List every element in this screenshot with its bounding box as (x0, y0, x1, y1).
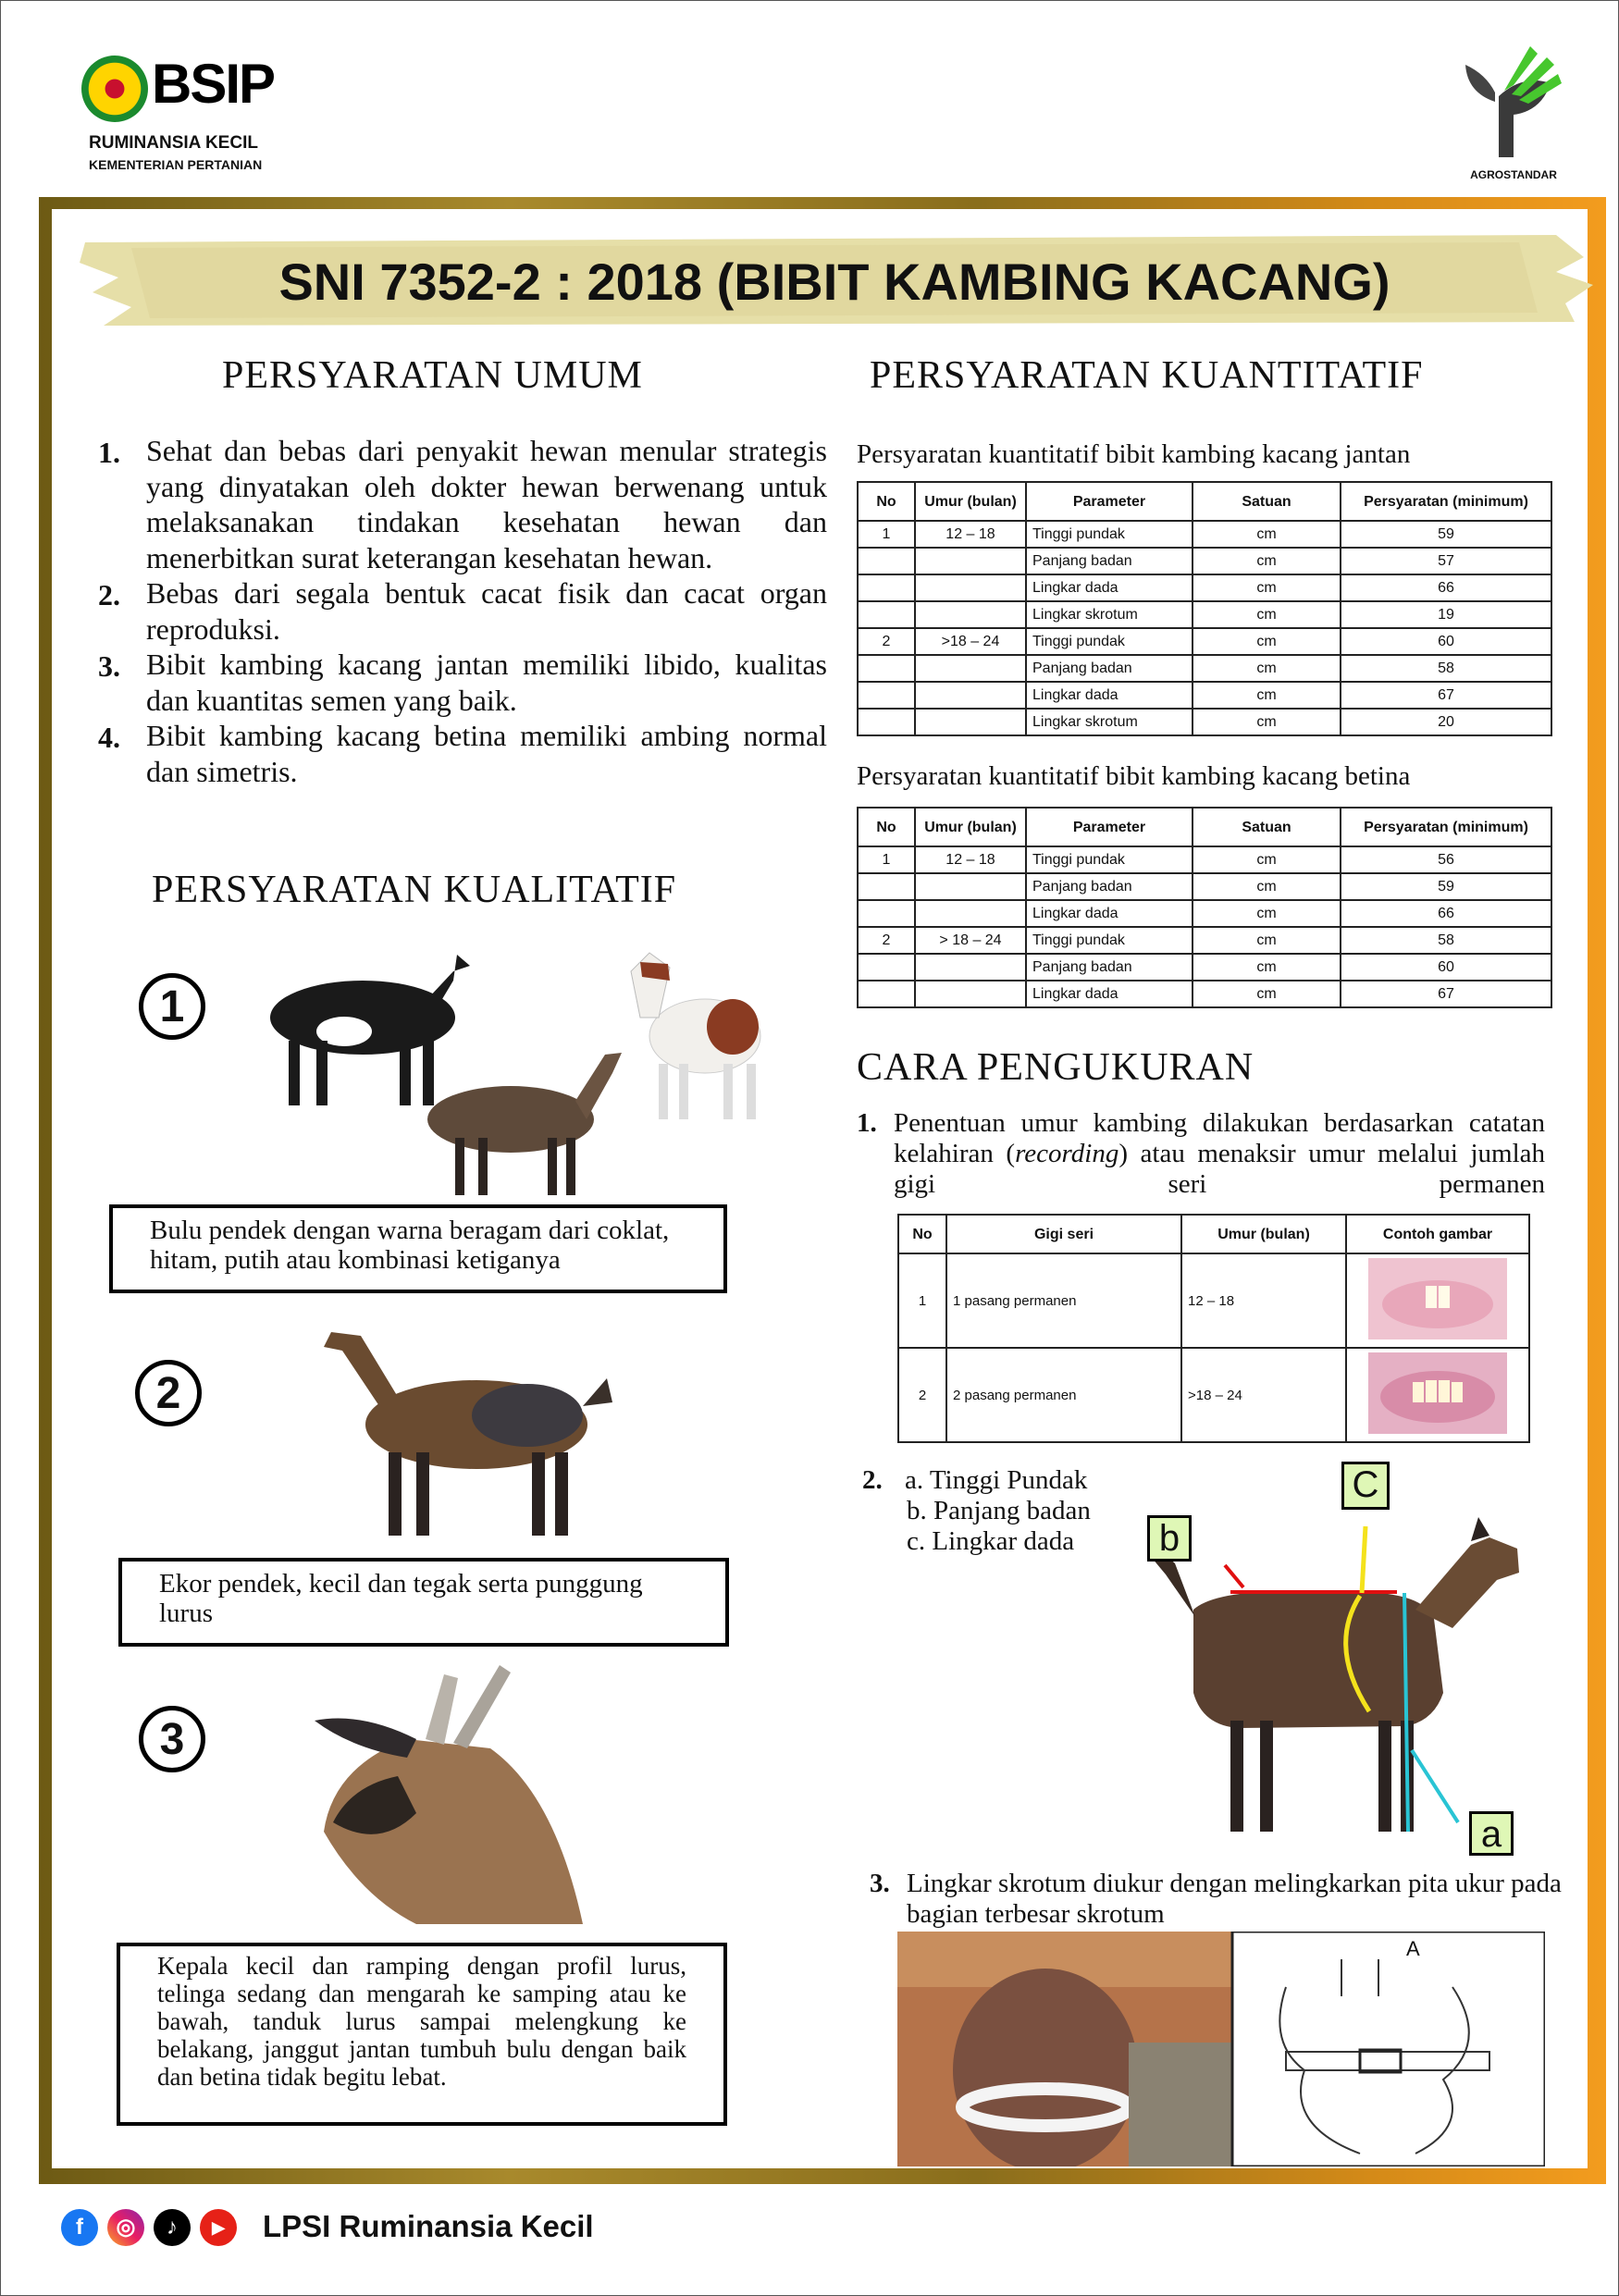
table-row (858, 900, 1551, 927)
bsip-logo-text: BSIP (152, 53, 275, 115)
table-row (858, 981, 1551, 1007)
table-cell: 2 (858, 628, 915, 655)
table-cell: cm (1193, 548, 1341, 574)
table-cell (858, 548, 915, 574)
table-cell: Panjang badan (1026, 873, 1193, 900)
label-a: a (1469, 1811, 1514, 1856)
table-row (858, 601, 1551, 628)
table-cell (858, 954, 915, 981)
tiktok-icon[interactable]: ♪ (154, 2209, 191, 2246)
table-cell (858, 574, 915, 601)
table-cell: cm (1193, 709, 1341, 735)
betina-col-4: Persyaratan (minimum) (1341, 808, 1551, 846)
drawing-label-a: A (1406, 1937, 1420, 1960)
table-cell: 1 (858, 521, 915, 548)
table-cell (858, 601, 915, 628)
table-cell: cm (1193, 873, 1341, 900)
table-cell: cm (1193, 846, 1341, 873)
jantan-col-0: No (858, 482, 915, 521)
gigi-col-gigi: Gigi seri (946, 1215, 1181, 1253)
table-cell: 58 (1341, 655, 1551, 682)
table-cell (858, 709, 915, 735)
table-cell (915, 873, 1026, 900)
step-3-number: 3. (870, 1869, 890, 1898)
table-cell: cm (1193, 601, 1341, 628)
table-cell: Lingkar skrotum (1026, 709, 1193, 735)
table-cell (858, 655, 915, 682)
umum-item-number: 2. (98, 578, 120, 611)
pengukuran-step-2 (862, 1465, 1091, 1557)
agrostandar-text: AGROSTANDAR (1470, 168, 1557, 181)
kualitatif-caption-3 (117, 1943, 727, 2126)
lingkar-dada-pointer (1362, 1526, 1366, 1593)
table-row: 1 1 pasang permanen 12 – 18 (898, 1253, 1529, 1348)
youtube-icon[interactable]: ▶ (200, 2209, 237, 2246)
table-cell: cm (1193, 927, 1341, 954)
table-cell: 67 (1341, 981, 1551, 1007)
table-cell: Tinggi pundak (1026, 927, 1193, 954)
footer-account-name: LPSI Ruminansia Kecil (263, 2209, 594, 2243)
table-cell: 12 – 18 (915, 521, 1026, 548)
table-row (858, 954, 1551, 981)
gigi-col-umur: Umur (bulan) (1181, 1215, 1346, 1253)
table-cell (915, 601, 1026, 628)
table-cell: Lingkar dada (1026, 981, 1193, 1007)
table-cell: Lingkar skrotum (1026, 601, 1193, 628)
scrotum-photo (897, 1932, 1232, 2166)
table-cell: 19 (1341, 601, 1551, 628)
goat-head-photo (305, 1665, 592, 1924)
table-row (858, 709, 1551, 735)
table-row: 2 2 pasang permanen >18 – 24 (898, 1348, 1529, 1442)
table-cell: cm (1193, 682, 1341, 709)
betina-col-3: Satuan (1193, 808, 1341, 846)
teeth-1-pair-photo (1368, 1258, 1507, 1339)
table-row (858, 655, 1551, 682)
table-cell: Tinggi pundak (1026, 628, 1193, 655)
table-cell (915, 709, 1026, 735)
betina-table-caption: Persyaratan kuantitatif bibit kambing kacang betina (857, 761, 1411, 791)
agrostandar-leaf-icon (1458, 37, 1569, 167)
pengukuran-step-1: 1. Penentuan umur kambing dilakukan berdasarkan catatan kelahiran (recording) atau menaksir umur melalui jumlah gigi seri permanen (857, 1108, 1545, 1199)
table-cell (915, 574, 1026, 601)
kuantitatif-heading: PERSYARATAN KUANTITATIF (870, 354, 1424, 397)
table-cell: Lingkar dada (1026, 682, 1193, 709)
table-cell: 59 (1341, 873, 1551, 900)
jantan-table-caption: Persyaratan kuantitatif bibit kambing kacang jantan (857, 439, 1411, 469)
table-cell: Lingkar dada (1026, 900, 1193, 927)
white-brown-goat (631, 953, 760, 1119)
table-cell: 60 (1341, 954, 1551, 981)
table-cell (858, 682, 915, 709)
table-cell: 60 (1341, 628, 1551, 655)
betina-table (857, 807, 1552, 1008)
black-white-goat (270, 955, 470, 1105)
umum-item-3: 3. Bibit kambing kacang jantan memiliki libido, kualitas dan kuantitas semen yang baik. (98, 648, 827, 717)
table-cell: 56 (1341, 846, 1551, 873)
umum-item-number: 4. (98, 721, 120, 754)
table-row (858, 628, 1551, 655)
teeth-2-pair-photo (1368, 1352, 1507, 1434)
table-cell: 20 (1341, 709, 1551, 735)
agrostandar-logo (1458, 37, 1569, 185)
step-2-number: 2. (862, 1465, 883, 1495)
table-row (858, 574, 1551, 601)
umum-item-number: 1. (98, 436, 120, 469)
title-banner (76, 229, 1593, 331)
table-cell: 66 (1341, 574, 1551, 601)
table-cell: cm (1193, 900, 1341, 927)
jantan-col-2: Parameter (1026, 482, 1193, 521)
table-row (858, 873, 1551, 900)
table-cell: Panjang badan (1026, 548, 1193, 574)
step-2-line-c: c. Lingkar dada (907, 1526, 1075, 1556)
umum-item-2: 2. Bebas dari segala bentuk cacat fisik dan cacat organ reproduksi. (98, 576, 827, 646)
umum-item-4: 4. Bibit kambing kacang betina memiliki ambing normal dan simetris. (98, 719, 827, 788)
table-cell (915, 900, 1026, 927)
step-2-line-a: a. Tinggi Pundak (905, 1465, 1088, 1495)
pengukuran-step-3: 3. Lingkar skrotum diukur dengan melingkarkan pita ukur pada bagian terbesar skrotum (870, 1869, 1562, 1929)
umum-heading: PERSYARATAN UMUM (222, 354, 643, 397)
table-cell (858, 900, 915, 927)
label-b: b (1147, 1515, 1192, 1562)
gigi-col-no: No (898, 1215, 946, 1253)
table-cell: > 18 – 24 (915, 927, 1026, 954)
bsip-emblem-icon (81, 56, 148, 122)
gigi-col-contoh: Contoh gambar (1346, 1215, 1529, 1253)
table-cell (915, 655, 1026, 682)
kualitatif-number-3: 3 (139, 1706, 205, 1772)
kualitatif-number-1: 1 (139, 973, 205, 1040)
table-row (858, 846, 1551, 873)
kualitatif-number-2: 2 (135, 1360, 202, 1426)
table-cell: >18 – 24 (915, 628, 1026, 655)
gigi-seri-table (897, 1214, 1530, 1443)
step-2-line-b: b. Panjang badan (907, 1496, 1091, 1525)
table-cell: 67 (1341, 682, 1551, 709)
table-cell: cm (1193, 954, 1341, 981)
pengukuran-heading: CARA PENGUKURAN (857, 1046, 1254, 1089)
poster-title: SNI 7352-2 : 2018 (BIBIT KAMBING KACANG) (278, 253, 1390, 311)
table-row (858, 521, 1551, 548)
table-cell: Lingkar dada (1026, 574, 1193, 601)
scrotum-drawing (1232, 1932, 1545, 2166)
table-cell (915, 548, 1026, 574)
table-cell: 12 – 18 (915, 846, 1026, 873)
table-cell: 57 (1341, 548, 1551, 574)
table-cell: Panjang badan (1026, 954, 1193, 981)
scrotum-measurement-images (897, 1932, 1545, 2166)
label-c: C (1341, 1462, 1390, 1510)
goat-tail-back-photo (315, 1314, 620, 1545)
instagram-icon[interactable]: ◎ (107, 2209, 144, 2246)
umum-item-1: 1. Sehat dan bebas dari penyakit hewan menular strategis yang dinyatakan oleh dokter hewan berwenang untuk melaksanakan tindakan kesehatan hewan dan menerbitkan surat keterangan kesehatan hewan. (98, 434, 827, 574)
table-cell: cm (1193, 628, 1341, 655)
table-cell: 58 (1341, 927, 1551, 954)
table-cell: 66 (1341, 900, 1551, 927)
jantan-table (857, 481, 1552, 736)
facebook-icon[interactable]: f (61, 2209, 98, 2246)
table-cell (858, 873, 915, 900)
table-cell: 2 (858, 927, 915, 954)
kualitatif-caption-2: Ekor pendek, kecil dan tegak serta punggung lurus (118, 1558, 729, 1647)
step-1-number: 1. (857, 1108, 877, 1138)
betina-col-1: Umur (bulan) (915, 808, 1026, 846)
jantan-col-3: Satuan (1193, 482, 1341, 521)
jantan-col-1: Umur (bulan) (915, 482, 1026, 521)
table-cell: cm (1193, 574, 1341, 601)
table-row (858, 548, 1551, 574)
measured-goat (1147, 1517, 1519, 1832)
bsip-unit-name: RUMINANSIA KECIL (89, 133, 258, 153)
kualitatif-heading: PERSYARATAN KUALITATIF (152, 869, 677, 911)
betina-col-2: Parameter (1026, 808, 1193, 846)
kualitatif-caption-1: Bulu pendek dengan warna beragam dari coklat, hitam, putih atau kombinasi ketiganya (109, 1204, 727, 1293)
goat-coat-colors-photo (242, 934, 779, 1203)
panjang-badan-arrow (1225, 1565, 1243, 1587)
umum-item-number: 3. (98, 649, 120, 683)
table-cell: cm (1193, 981, 1341, 1007)
table-row (858, 682, 1551, 709)
table-row (858, 927, 1551, 954)
table-cell (915, 954, 1026, 981)
table-cell: Panjang badan (1026, 655, 1193, 682)
table-cell: cm (1193, 655, 1341, 682)
umum-list (98, 433, 827, 789)
brown-goat (427, 1053, 622, 1195)
table-cell: cm (1193, 521, 1341, 548)
tinggi-pundak-pointer (1412, 1750, 1458, 1822)
jantan-col-4: Persyaratan (minimum) (1341, 482, 1551, 521)
table-cell (915, 682, 1026, 709)
table-cell (915, 981, 1026, 1007)
bsip-ministry-name: KEMENTERIAN PERTANIAN (89, 157, 263, 172)
kualitatif-caption-3-text: Kepala kecil dan ramping dengan profil lurus, telinga sedang dan mengarah ke samping atau ke bawah, tanduk lurus sampai melengkung ke belakang, janggut jantan tumbuh bulu dengan baik dan betina tidak begitu lebat. (157, 1952, 686, 2091)
table-cell: 1 (858, 846, 915, 873)
table-cell: Tinggi pundak (1026, 846, 1193, 873)
table-cell: 59 (1341, 521, 1551, 548)
goat-measurement-diagram (1138, 1508, 1563, 1841)
betina-col-0: No (858, 808, 915, 846)
table-cell (858, 981, 915, 1007)
table-cell: Tinggi pundak (1026, 521, 1193, 548)
